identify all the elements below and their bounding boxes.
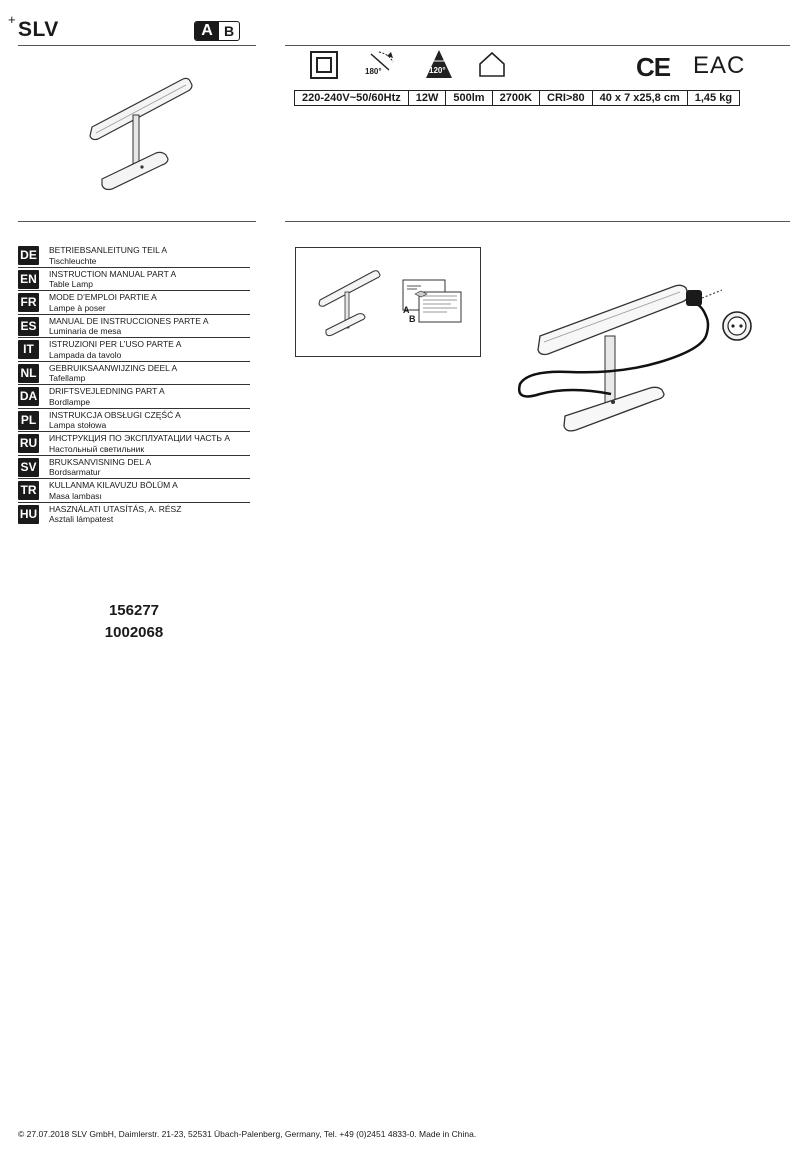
rotation-label: 180° bbox=[365, 67, 382, 76]
main-lamp-illustration bbox=[510, 276, 760, 446]
language-subtitle: Luminaria de mesa bbox=[49, 326, 122, 336]
language-subtitle: Asztali lámpatest bbox=[49, 514, 114, 524]
spec-voltage: 220-240V~50/60Htz bbox=[295, 91, 409, 105]
language-row-pl bbox=[18, 409, 250, 433]
language-title: BRUKSANVISNING DEL A bbox=[49, 456, 152, 467]
indoor-use-icon bbox=[477, 50, 507, 78]
language-subtitle: Table Lamp bbox=[49, 279, 93, 289]
language-code: PL bbox=[18, 411, 39, 430]
language-code: DA bbox=[18, 387, 39, 406]
language-code: HU bbox=[18, 505, 39, 524]
language-code: ES bbox=[18, 317, 39, 336]
left-mid-rule bbox=[18, 221, 256, 222]
language-text bbox=[49, 456, 151, 479]
manual-a-label: A bbox=[403, 305, 410, 315]
spec-weight: 1,45 kg bbox=[694, 92, 733, 104]
language-text bbox=[49, 432, 230, 455]
language-row-nl bbox=[18, 362, 250, 386]
language-code: NL bbox=[18, 364, 39, 383]
beam-angle-label: 120° bbox=[429, 66, 446, 75]
language-text bbox=[49, 503, 181, 527]
language-code: DE bbox=[18, 246, 39, 265]
language-text bbox=[49, 268, 176, 291]
inset-lamp-icon bbox=[318, 268, 382, 338]
language-text bbox=[49, 479, 178, 502]
language-text bbox=[49, 409, 181, 432]
language-row-sv bbox=[18, 456, 250, 480]
ce-mark: CE bbox=[636, 52, 671, 82]
language-row-fr bbox=[18, 291, 250, 315]
language-subtitle: Masa lambası bbox=[49, 490, 102, 501]
language-text bbox=[49, 338, 181, 361]
left-top-rule bbox=[18, 45, 256, 46]
language-code: RU bbox=[18, 434, 39, 453]
footer-copyright: © 27.07.2018 SLV GmbH, Daimlerstr. 21-23, 52531 Übach-Palenberg, Germany, Tel. +49 (0)2451 4833-0. Made in China. bbox=[18, 1129, 477, 1139]
article-number-2: 1002068 bbox=[104, 624, 164, 641]
brand-name: SLV bbox=[18, 18, 59, 41]
language-title: INSTRUKCJA OBSŁUGI CZĘŚĆ A bbox=[49, 409, 181, 420]
language-subtitle: Настольный светильник bbox=[49, 443, 145, 454]
language-code: TR bbox=[18, 481, 39, 500]
right-top-rule bbox=[285, 45, 790, 46]
language-text bbox=[49, 385, 165, 408]
manual-b-label: B bbox=[409, 314, 416, 324]
language-subtitle: Lampada da tavolo bbox=[49, 349, 122, 360]
spec-power: 12W bbox=[409, 91, 447, 105]
language-text bbox=[49, 244, 167, 267]
language-code: IT bbox=[18, 340, 39, 359]
language-title: HASZNÁLATI UTASÍTÁS, A. RÉSZ bbox=[49, 503, 182, 514]
language-title: INSTRUCTION MANUAL PART A bbox=[49, 268, 177, 279]
language-subtitle: Bordsarmatur bbox=[49, 467, 101, 477]
wall-socket-icon bbox=[721, 310, 753, 342]
language-row-tr bbox=[18, 479, 250, 503]
language-row-de bbox=[18, 244, 250, 268]
part-a-label: A bbox=[195, 22, 219, 40]
spec-dimensions: 40 x 7 x25,8 cm bbox=[593, 91, 688, 105]
language-title: ИНСТРУКЦИЯ ПО ЭКСПЛУАТАЦИИ ЧАСТЬ А bbox=[49, 433, 230, 443]
language-subtitle: Lampe à poser bbox=[49, 302, 106, 313]
beam-angle-symbol bbox=[425, 49, 453, 79]
language-code: SV bbox=[18, 458, 39, 477]
rotation-180-symbol bbox=[363, 50, 397, 78]
language-code: FR bbox=[18, 293, 39, 312]
document-part-badge bbox=[194, 21, 240, 41]
language-code: EN bbox=[18, 270, 39, 289]
class-ii-protection-icon bbox=[309, 50, 339, 80]
language-row-en bbox=[18, 268, 250, 292]
language-row-da bbox=[18, 385, 250, 409]
language-row-it bbox=[18, 338, 250, 362]
language-title: ISTRUZIONI PER L’USO PARTE A bbox=[49, 339, 182, 349]
language-subtitle: Tischleuchte bbox=[49, 255, 97, 266]
contents-inset-box bbox=[295, 247, 481, 357]
language-text bbox=[49, 291, 157, 314]
language-title: KULLANMA KILAVUZU BÖLÜM A bbox=[49, 480, 178, 490]
language-subtitle: Tafellamp bbox=[49, 373, 86, 383]
logo-star-icon: + bbox=[8, 12, 17, 27]
language-row-es bbox=[18, 315, 250, 339]
spec-table bbox=[294, 90, 740, 106]
language-title: MODE D’EMPLOI PARTIE A bbox=[49, 292, 157, 302]
language-row-hu bbox=[18, 503, 250, 527]
article-number-1: 156277 bbox=[108, 602, 160, 619]
part-b-label: B bbox=[223, 23, 235, 39]
language-title: BETRIEBSANLEITUNG TEIL A bbox=[49, 245, 168, 255]
spec-cri: CRI>80 bbox=[540, 91, 593, 105]
language-title: GEBRUIKSAANWIJZING DEEL A bbox=[49, 362, 178, 373]
lamp-thumbnail-illustration bbox=[88, 75, 198, 195]
right-mid-rule bbox=[285, 221, 790, 222]
spec-lumen: 500lm bbox=[446, 91, 492, 105]
language-text bbox=[49, 362, 177, 385]
language-subtitle: Bordlampe bbox=[49, 396, 91, 407]
language-row-ru bbox=[18, 432, 250, 456]
language-title: MANUAL DE INSTRUCCIONES PARTE A bbox=[49, 315, 209, 326]
eac-mark: EAC bbox=[693, 52, 746, 79]
language-text bbox=[49, 315, 208, 338]
spec-color-temp: 2700K bbox=[493, 91, 540, 105]
language-subtitle: Lampa stołowa bbox=[49, 420, 107, 430]
brand-logo bbox=[8, 12, 59, 42]
language-title: DRIFTSVEJLEDNING PART A bbox=[49, 386, 165, 396]
